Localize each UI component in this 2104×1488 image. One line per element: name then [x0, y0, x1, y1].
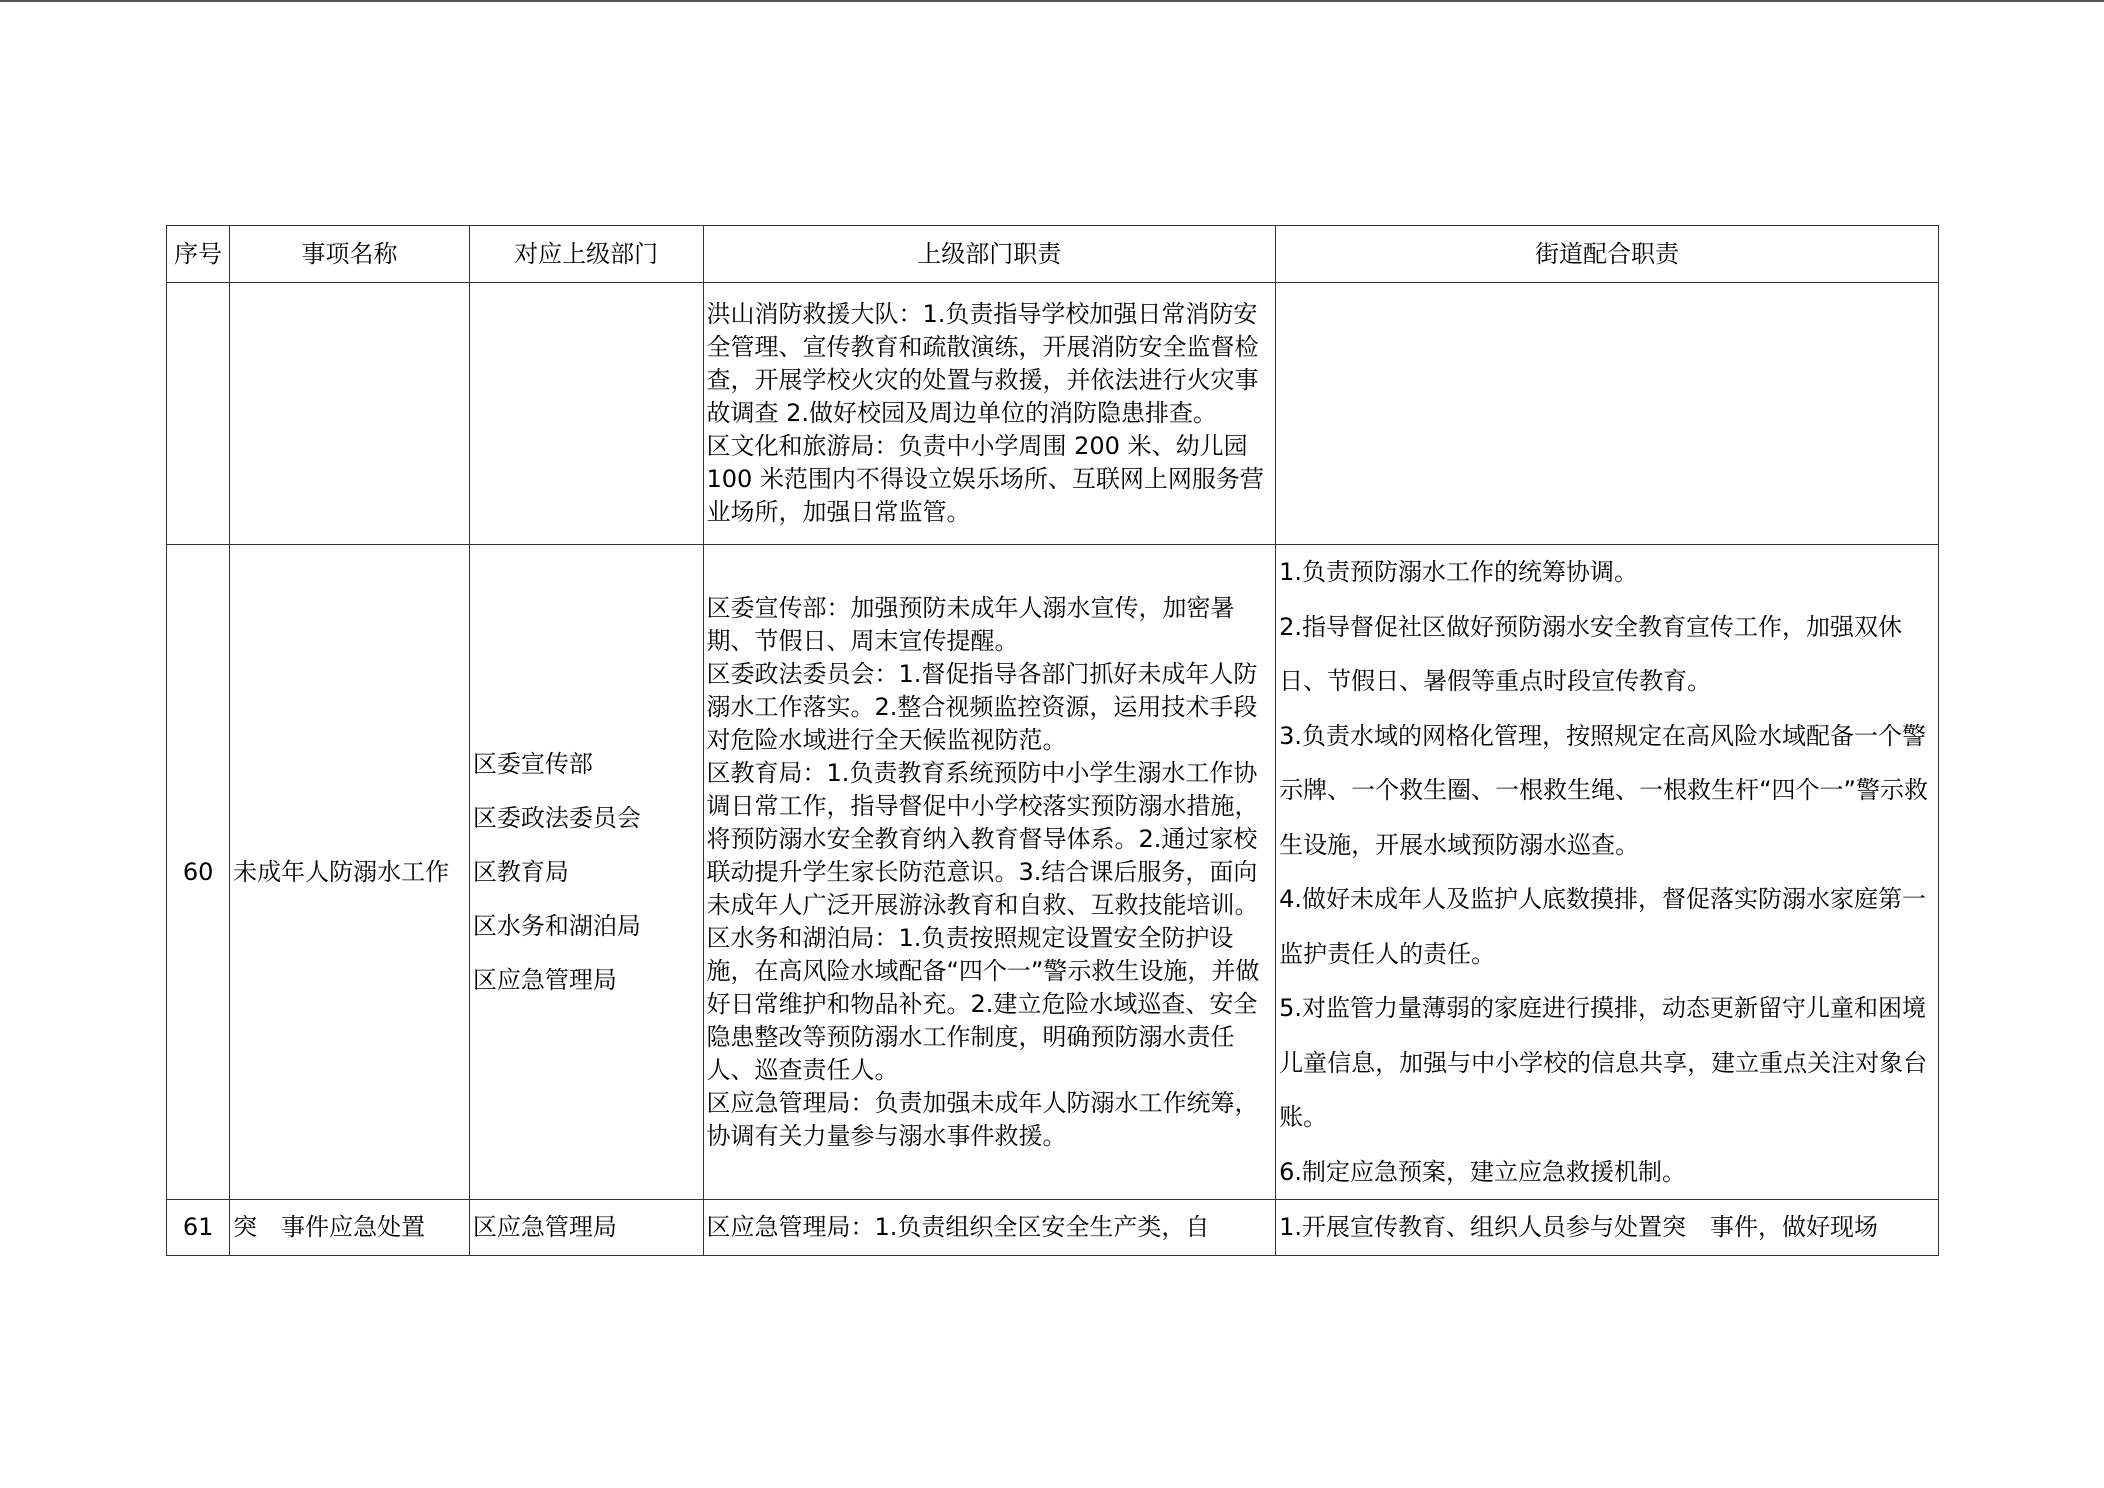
street-duty-item: 1.开展宣传教育、组织人员参与处置突 事件，做好现场: [1279, 1213, 1879, 1241]
street-duty-item: 1.负责预防溺水工作的统筹协调。: [1279, 558, 1639, 586]
duty-table: [166, 225, 1939, 1256]
upper-duty-paragraph: 区应急管理局：1.负责组织全区安全生产类，自: [706, 1213, 1210, 1241]
row-street-duties: [1276, 283, 1939, 545]
table-row: [167, 283, 1939, 545]
header-item-name: 事项名称: [230, 226, 470, 283]
street-duty-item: 6.制定应急预案，建立应急救援机制。: [1279, 1157, 1687, 1186]
row-item-name: 突 事件应急处置: [230, 1200, 470, 1256]
row-upper-duties: [703, 283, 1276, 545]
row-depts: [469, 545, 703, 1200]
street-duty-item: 4.做好未成年人及监护人底数摸排，督促落实防溺水家庭第一监护责任人的责任。: [1279, 885, 1927, 968]
street-duty-item: 2.指导督促社区做好预防溺水安全教育宣传工作，加强双休日、节假日、暑假等重点时段宣传教育。: [1279, 612, 1903, 695]
dept-item: 区教育局: [472, 858, 569, 886]
header-seq: 序号: [167, 226, 230, 283]
table-row: [167, 1200, 1939, 1256]
row-number: 61: [167, 1200, 230, 1256]
dept-item: 区水务和湖泊局: [472, 912, 641, 940]
page-top-rule: [0, 0, 2104, 2]
row-upper-duties: [703, 1200, 1276, 1256]
street-duty-item: 3.负责水域的网格化管理，按照规定在高风险水域配备一个警示牌、一个救生圈、一根救生绳、一根救生杆“四个一”警示救生设施，开展水域预防溺水巡查。: [1279, 721, 1928, 859]
row-number: [167, 283, 230, 545]
row-depts: [469, 1200, 703, 1256]
street-duty-item: 5.对监管力量薄弱的家庭进行摸排，动态更新留守儿童和困境儿童信息，加强与中小学校的信息共享，建立重点关注对象台账。: [1279, 994, 1928, 1131]
dept-item: 区应急管理局: [472, 1213, 617, 1241]
table-row: [167, 545, 1939, 1200]
upper-duty-paragraph: 区教育局：1.负责教育系统预防中小学生溺水工作协调日常工作，指导督促中小学校落实预防溺水措施，将预防溺水安全教育纳入教育督导体系。2.通过家校联动提升学生家长防范意识。3.结合课后服务，面向未成年人广泛开展游泳教育和自救、互救技能培训。: [706, 758, 1259, 919]
header-street-duties: 街道配合职责: [1276, 226, 1939, 283]
row-item-name: 未成年人防溺水工作: [230, 545, 470, 1200]
row-upper-duties: [703, 545, 1276, 1200]
upper-duty-paragraph: 区委宣传部：加强预防未成年人溺水宣传，加密暑期、节假日、周末宣传提醒。: [706, 593, 1235, 655]
upper-duty-paragraph: 区文化和旅游局：负责中小学周围 200 米、幼儿园 100 米范围内不得设立娱乐场所、互联网上网服务营业场所，加强日常监管。: [706, 432, 1264, 526]
row-street-duties: [1276, 545, 1939, 1200]
upper-duty-paragraph: 洪山消防救援大队：1.负责指导学校加强日常消防安全管理、宣传教育和疏散演练，开展消防安全监督检查，开展学校火灾的处置与救援，并依法进行火灾事故调查 2.做好校园及周边单位的消防隐患排查。: [706, 300, 1259, 427]
upper-duty-paragraph: 区委政法委员会：1.督促指导各部门抓好未成年人防溺水工作落实。2.整合视频监控资源，运用技术手段对危险水域进行全天候监视防范。: [706, 659, 1258, 754]
row-item-name: [230, 283, 470, 545]
upper-duty-paragraph: 区应急管理局：负责加强未成年人防溺水工作统筹，协调有关力量参与溺水事件救援。: [706, 1088, 1259, 1150]
upper-duty-paragraph: 区水务和湖泊局：1.负责按照规定设置安全防护设施，在高风险水域配备“四个一”警示救生设施，并做好日常维护和物品补充。2.建立危险水域巡查、安全隐患整改等预防溺水工作制度，明确预防溺水责任人、巡查责任人。: [706, 923, 1260, 1084]
dept-item: 区应急管理局: [472, 966, 617, 994]
header-upper-duties: 上级部门职责: [703, 226, 1276, 283]
row-number: 60: [167, 545, 230, 1200]
dept-item: 区委政法委员会: [472, 804, 641, 832]
row-depts: [469, 283, 703, 545]
header-upper-dept: 对应上级部门: [469, 226, 703, 283]
dept-item: 区委宣传部: [472, 750, 593, 778]
table-header-row: [167, 226, 1939, 283]
row-street-duties: [1276, 1200, 1939, 1256]
